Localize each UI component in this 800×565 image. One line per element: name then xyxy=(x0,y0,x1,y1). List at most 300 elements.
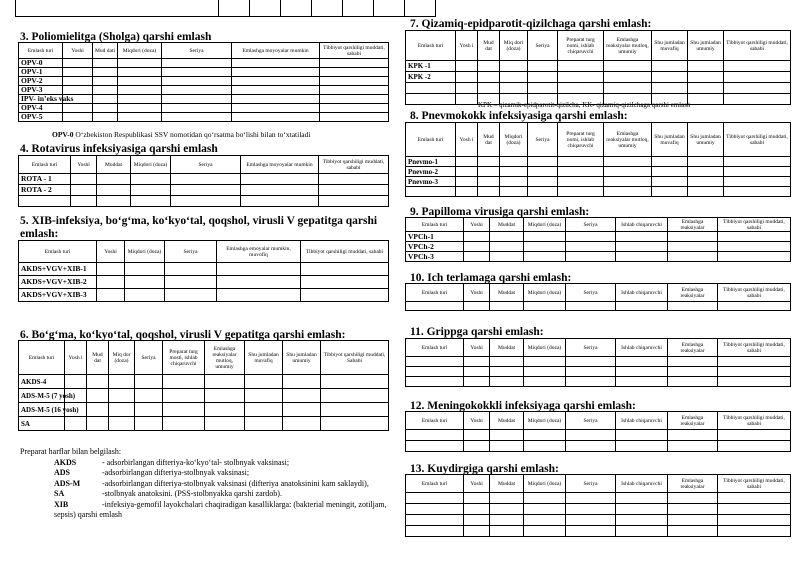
entry-cell[interactable] xyxy=(135,389,163,403)
entry-cell[interactable] xyxy=(283,403,321,417)
column-header: Shu jumladan umumiy xyxy=(283,341,321,375)
entry-cell[interactable] xyxy=(232,68,320,77)
entry-cell[interactable] xyxy=(406,357,464,367)
entry-cell[interactable] xyxy=(162,113,232,122)
entry-cell[interactable] xyxy=(125,276,165,289)
entry-cell[interactable] xyxy=(63,68,93,77)
entry-cell[interactable] xyxy=(171,196,241,207)
entry-cell[interactable] xyxy=(87,375,109,389)
entry-cell[interactable] xyxy=(109,403,135,417)
entry-cell[interactable] xyxy=(93,95,118,104)
entry-cell[interactable] xyxy=(724,94,791,105)
entry-cell[interactable] xyxy=(478,83,500,94)
entry-cell[interactable] xyxy=(109,389,135,403)
entry-cell[interactable] xyxy=(97,196,131,207)
entry-cell[interactable] xyxy=(524,441,566,452)
entry-cell[interactable] xyxy=(464,377,490,387)
entry-cell[interactable] xyxy=(558,83,604,94)
entry-cell[interactable] xyxy=(71,174,97,185)
entry-cell[interactable] xyxy=(524,242,566,252)
entry-cell[interactable] xyxy=(490,242,524,252)
entry-cell[interactable] xyxy=(87,389,109,403)
entry-cell[interactable] xyxy=(109,417,135,431)
entry-cell[interactable] xyxy=(616,504,668,515)
entry-cell[interactable] xyxy=(217,276,301,289)
entry-cell[interactable] xyxy=(165,263,217,276)
entry-cell[interactable] xyxy=(724,157,791,167)
entry-cell[interactable] xyxy=(558,61,604,72)
entry-cell[interactable] xyxy=(406,430,464,441)
entry-cell[interactable] xyxy=(319,196,389,207)
entry-cell[interactable] xyxy=(320,95,389,104)
entry-cell[interactable] xyxy=(464,232,490,242)
entry-cell[interactable] xyxy=(724,61,791,72)
entry-cell[interactable] xyxy=(688,94,724,105)
entry-cell[interactable] xyxy=(162,77,232,86)
entry-cell[interactable] xyxy=(131,196,171,207)
entry-cell[interactable] xyxy=(97,276,125,289)
entry-cell[interactable] xyxy=(604,177,652,187)
entry-cell[interactable] xyxy=(93,77,118,86)
entry-cell[interactable] xyxy=(245,375,283,389)
section-3-note: OPV-0 O‘zbekiston Respublikasi SSV nomotidan qo‘rsatma bo‘lishi bilan to‘xtatiladi xyxy=(52,130,311,139)
entry-cell[interactable] xyxy=(71,196,97,207)
entry-cell[interactable] xyxy=(464,515,490,526)
entry-cell[interactable] xyxy=(320,59,389,68)
entry-cell[interactable] xyxy=(162,95,232,104)
entry-cell[interactable] xyxy=(283,375,321,389)
entry-cell[interactable] xyxy=(668,526,718,537)
entry-cell[interactable] xyxy=(63,59,93,68)
entry-cell[interactable] xyxy=(688,177,724,187)
entry-cell[interactable] xyxy=(724,72,791,83)
entry-cell[interactable] xyxy=(456,94,478,105)
entry-cell[interactable] xyxy=(524,367,566,377)
entry-cell[interactable] xyxy=(668,515,718,526)
entry-cell[interactable] xyxy=(87,417,109,431)
entry-cell[interactable] xyxy=(245,403,283,417)
entry-cell[interactable] xyxy=(688,157,724,167)
entry-cell[interactable] xyxy=(65,417,87,431)
entry-cell[interactable] xyxy=(558,177,604,187)
entry-cell[interactable] xyxy=(616,252,668,262)
entry-cell[interactable] xyxy=(319,174,389,185)
entry-cell[interactable] xyxy=(478,61,500,72)
entry-cell[interactable] xyxy=(528,72,558,83)
entry-cell[interactable] xyxy=(163,417,205,431)
entry-cell[interactable] xyxy=(109,375,135,389)
entry-cell[interactable] xyxy=(558,72,604,83)
entry-cell[interactable] xyxy=(718,242,791,252)
entry-cell[interactable] xyxy=(232,113,320,122)
table-header-row xyxy=(19,156,389,174)
entry-cell[interactable] xyxy=(464,430,490,441)
entry-cell[interactable] xyxy=(93,113,118,122)
entry-cell[interactable] xyxy=(668,252,718,262)
entry-cell[interactable] xyxy=(205,417,245,431)
entry-cell[interactable] xyxy=(688,83,724,94)
entry-cell[interactable] xyxy=(718,504,791,515)
entry-cell[interactable] xyxy=(464,242,490,252)
entry-cell[interactable] xyxy=(500,167,528,177)
entry-cell[interactable] xyxy=(524,515,566,526)
entry-cell[interactable] xyxy=(171,185,241,196)
entry-cell[interactable] xyxy=(163,389,205,403)
entry-cell[interactable] xyxy=(524,504,566,515)
entry-cell[interactable] xyxy=(163,403,205,417)
entry-cell[interactable] xyxy=(163,375,205,389)
entry-cell[interactable] xyxy=(97,263,125,276)
entry-cell[interactable] xyxy=(718,232,791,242)
entry-cell[interactable] xyxy=(604,72,652,83)
entry-cell[interactable] xyxy=(320,68,389,77)
entry-cell[interactable] xyxy=(616,441,668,452)
entry-cell[interactable] xyxy=(241,174,319,185)
entry-cell[interactable] xyxy=(528,83,558,94)
entry-cell[interactable] xyxy=(456,177,478,187)
entry-cell[interactable] xyxy=(464,252,490,262)
entry-cell[interactable] xyxy=(478,72,500,83)
entry-cell[interactable] xyxy=(500,177,528,187)
entry-cell[interactable] xyxy=(668,367,718,377)
legend-abbr: XIB xyxy=(54,499,69,509)
entry-cell[interactable] xyxy=(97,185,131,196)
entry-cell[interactable] xyxy=(524,377,566,387)
entry-cell[interactable] xyxy=(464,302,490,311)
entry-cell[interactable] xyxy=(616,526,668,537)
entry-cell[interactable] xyxy=(616,515,668,526)
entry-cell[interactable] xyxy=(724,167,791,177)
entry-cell[interactable] xyxy=(478,177,500,187)
column-header: Emlash turi xyxy=(19,156,71,174)
entry-cell[interactable] xyxy=(724,177,791,187)
entry-cell[interactable] xyxy=(135,403,163,417)
entry-cell[interactable] xyxy=(490,232,524,242)
entry-cell[interactable] xyxy=(131,174,171,185)
entry-cell[interactable] xyxy=(652,167,688,177)
entry-cell[interactable] xyxy=(63,113,93,122)
entry-cell[interactable] xyxy=(232,59,320,68)
entry-cell[interactable] xyxy=(93,86,118,95)
table-row xyxy=(406,167,791,177)
entry-cell[interactable] xyxy=(456,61,478,72)
entry-cell[interactable] xyxy=(93,104,118,113)
entry-cell[interactable] xyxy=(724,83,791,94)
entry-cell[interactable] xyxy=(464,367,490,377)
entry-cell[interactable] xyxy=(652,177,688,187)
entry-cell[interactable] xyxy=(566,430,616,441)
entry-cell[interactable] xyxy=(319,185,389,196)
entry-cell[interactable] xyxy=(604,187,652,197)
entry-cell[interactable] xyxy=(118,59,162,68)
entry-cell[interactable] xyxy=(616,242,668,252)
column-header: Seriya xyxy=(162,43,232,59)
table-row xyxy=(406,493,791,504)
legend-abbr: AKDS xyxy=(54,457,77,467)
entry-cell[interactable] xyxy=(406,377,464,387)
entry-cell[interactable] xyxy=(524,252,566,262)
entry-cell[interactable] xyxy=(232,77,320,86)
entry-cell[interactable] xyxy=(205,389,245,403)
entry-cell[interactable] xyxy=(566,242,616,252)
entry-cell[interactable] xyxy=(406,187,456,197)
entry-cell[interactable] xyxy=(718,515,791,526)
entry-cell[interactable] xyxy=(668,430,718,441)
entry-cell[interactable] xyxy=(125,263,165,276)
entry-cell[interactable] xyxy=(456,83,478,94)
entry-cell[interactable] xyxy=(566,377,616,387)
entry-cell[interactable] xyxy=(125,289,165,302)
entry-cell[interactable] xyxy=(616,377,668,387)
entry-cell[interactable] xyxy=(321,375,389,389)
entry-cell[interactable] xyxy=(217,263,301,276)
entry-cell[interactable] xyxy=(566,515,616,526)
entry-cell[interactable] xyxy=(566,232,616,242)
entry-cell[interactable] xyxy=(528,187,558,197)
column-header: Tibbiyot qarshiligi muddati, sababi xyxy=(718,412,791,430)
entry-cell[interactable] xyxy=(558,187,604,197)
entry-cell[interactable] xyxy=(524,526,566,537)
entry-cell[interactable] xyxy=(500,157,528,167)
entry-cell[interactable] xyxy=(464,441,490,452)
entry-cell[interactable] xyxy=(87,403,109,417)
entry-cell[interactable] xyxy=(490,302,524,311)
entry-cell[interactable] xyxy=(724,187,791,197)
entry-cell[interactable] xyxy=(718,367,791,377)
entry-cell[interactable] xyxy=(283,417,321,431)
entry-cell[interactable] xyxy=(566,441,616,452)
entry-cell[interactable] xyxy=(320,104,389,113)
entry-cell[interactable] xyxy=(668,232,718,242)
entry-cell[interactable] xyxy=(604,61,652,72)
entry-cell[interactable] xyxy=(500,83,528,94)
entry-cell[interactable] xyxy=(63,77,93,86)
entry-cell[interactable] xyxy=(524,232,566,242)
entry-cell[interactable] xyxy=(490,252,524,262)
entry-cell[interactable] xyxy=(464,493,490,504)
entry-cell[interactable] xyxy=(301,263,389,276)
entry-cell[interactable] xyxy=(718,430,791,441)
entry-cell[interactable] xyxy=(528,61,558,72)
entry-cell[interactable] xyxy=(490,357,524,367)
entry-cell[interactable] xyxy=(500,61,528,72)
entry-cell[interactable] xyxy=(652,83,688,94)
entry-cell[interactable] xyxy=(524,493,566,504)
top-strip-cell xyxy=(250,0,281,17)
entry-cell[interactable] xyxy=(718,302,791,311)
table-header-row xyxy=(406,475,791,493)
entry-cell[interactable] xyxy=(616,357,668,367)
legend-text: - adsorbirlangan difteriya-ko‘kyo‘tal- stolbnyak vaksinasi; xyxy=(102,457,290,467)
entry-cell[interactable] xyxy=(668,377,718,387)
entry-cell[interactable] xyxy=(616,367,668,377)
entry-cell[interactable] xyxy=(406,302,464,311)
entry-cell[interactable] xyxy=(464,504,490,515)
entry-cell[interactable] xyxy=(456,157,478,167)
entry-cell[interactable] xyxy=(406,504,464,515)
entry-cell[interactable] xyxy=(162,68,232,77)
entry-cell[interactable] xyxy=(558,167,604,177)
entry-cell[interactable] xyxy=(490,377,524,387)
legend-abbr: SA xyxy=(54,489,65,498)
entry-cell[interactable] xyxy=(668,493,718,504)
entry-cell[interactable] xyxy=(301,276,389,289)
entry-cell[interactable] xyxy=(652,187,688,197)
entry-cell[interactable] xyxy=(718,441,791,452)
entry-cell[interactable] xyxy=(245,389,283,403)
legend-abbr: ADS-M xyxy=(54,478,81,488)
entry-cell[interactable] xyxy=(63,104,93,113)
entry-cell[interactable] xyxy=(688,61,724,72)
entry-cell[interactable] xyxy=(490,504,524,515)
entry-cell[interactable] xyxy=(406,94,456,105)
entry-cell[interactable] xyxy=(524,430,566,441)
entry-cell[interactable] xyxy=(566,302,616,311)
entry-cell[interactable] xyxy=(478,157,500,167)
entry-cell[interactable] xyxy=(566,493,616,504)
entry-cell[interactable] xyxy=(490,441,524,452)
entry-cell[interactable] xyxy=(205,403,245,417)
entry-cell[interactable] xyxy=(118,113,162,122)
entry-cell[interactable] xyxy=(688,167,724,177)
entry-cell[interactable] xyxy=(528,157,558,167)
entry-cell[interactable] xyxy=(616,493,668,504)
row-label: AKDS+VGV+XIB-2 xyxy=(19,276,97,289)
entry-cell[interactable] xyxy=(232,86,320,95)
column-header: Muddat xyxy=(490,475,524,493)
entry-cell[interactable] xyxy=(406,515,464,526)
entry-cell[interactable] xyxy=(245,417,283,431)
entry-cell[interactable] xyxy=(478,187,500,197)
entry-cell[interactable] xyxy=(456,167,478,177)
entry-cell[interactable] xyxy=(65,375,87,389)
entry-cell[interactable] xyxy=(528,177,558,187)
entry-cell[interactable] xyxy=(668,357,718,367)
entry-cell[interactable] xyxy=(217,289,301,302)
entry-cell[interactable] xyxy=(71,185,97,196)
entry-cell[interactable] xyxy=(162,86,232,95)
entry-cell[interactable] xyxy=(558,157,604,167)
column-header: Emlash turi xyxy=(406,31,456,61)
entry-cell[interactable] xyxy=(566,367,616,377)
entry-cell[interactable] xyxy=(478,167,500,177)
entry-cell[interactable] xyxy=(162,59,232,68)
entry-cell[interactable] xyxy=(566,252,616,262)
entry-cell[interactable] xyxy=(456,187,478,197)
entry-cell[interactable] xyxy=(652,72,688,83)
entry-cell[interactable] xyxy=(118,86,162,95)
entry-cell[interactable] xyxy=(19,196,71,207)
entry-cell[interactable] xyxy=(668,242,718,252)
entry-cell[interactable] xyxy=(490,515,524,526)
entry-cell[interactable] xyxy=(232,104,320,113)
entry-cell[interactable] xyxy=(118,104,162,113)
entry-cell[interactable] xyxy=(566,526,616,537)
entry-cell[interactable] xyxy=(135,417,163,431)
entry-cell[interactable] xyxy=(165,276,217,289)
entry-cell[interactable] xyxy=(165,289,217,302)
entry-cell[interactable] xyxy=(232,95,320,104)
entry-cell[interactable] xyxy=(118,77,162,86)
entry-cell[interactable] xyxy=(616,430,668,441)
entry-cell[interactable] xyxy=(406,367,464,377)
entry-cell[interactable] xyxy=(93,68,118,77)
entry-cell[interactable] xyxy=(668,302,718,311)
entry-cell[interactable] xyxy=(490,430,524,441)
entry-cell[interactable] xyxy=(500,72,528,83)
entry-cell[interactable] xyxy=(528,167,558,177)
entry-cell[interactable] xyxy=(118,68,162,77)
column-header: Miqdori (doza) xyxy=(524,284,566,302)
entry-cell[interactable] xyxy=(500,187,528,197)
entry-cell[interactable] xyxy=(321,389,389,403)
entry-cell[interactable] xyxy=(604,83,652,94)
entry-cell[interactable] xyxy=(604,167,652,177)
entry-cell[interactable] xyxy=(718,357,791,367)
entry-cell[interactable] xyxy=(524,357,566,367)
entry-cell[interactable] xyxy=(283,389,321,403)
entry-cell[interactable] xyxy=(490,367,524,377)
entry-cell[interactable] xyxy=(406,526,464,537)
entry-cell[interactable] xyxy=(652,61,688,72)
legend-item xyxy=(20,500,390,521)
entry-cell[interactable] xyxy=(490,526,524,537)
entry-cell[interactable] xyxy=(406,493,464,504)
entry-cell[interactable] xyxy=(241,196,319,207)
entry-cell[interactable] xyxy=(616,302,668,311)
entry-cell[interactable] xyxy=(406,83,456,94)
entry-cell[interactable] xyxy=(604,157,652,167)
entry-cell[interactable] xyxy=(668,504,718,515)
entry-cell[interactable] xyxy=(131,185,171,196)
entry-cell[interactable] xyxy=(135,375,163,389)
entry-cell[interactable] xyxy=(652,157,688,167)
entry-cell[interactable] xyxy=(464,357,490,367)
entry-cell[interactable] xyxy=(93,59,118,68)
entry-cell[interactable] xyxy=(97,289,125,302)
entry-cell[interactable] xyxy=(718,526,791,537)
entry-cell[interactable] xyxy=(616,232,668,242)
entry-cell[interactable] xyxy=(320,113,389,122)
entry-cell[interactable] xyxy=(205,375,245,389)
entry-cell[interactable] xyxy=(171,174,241,185)
entry-cell[interactable] xyxy=(97,174,131,185)
entry-cell[interactable] xyxy=(464,526,490,537)
entry-cell[interactable] xyxy=(490,493,524,504)
entry-cell[interactable] xyxy=(668,441,718,452)
entry-cell[interactable] xyxy=(118,95,162,104)
entry-cell[interactable] xyxy=(718,252,791,262)
entry-cell[interactable] xyxy=(566,357,616,367)
entry-cell[interactable] xyxy=(320,86,389,95)
entry-cell[interactable] xyxy=(406,441,464,452)
entry-cell[interactable] xyxy=(524,302,566,311)
entry-cell[interactable] xyxy=(241,185,319,196)
table-row xyxy=(406,526,791,537)
entry-cell[interactable] xyxy=(688,72,724,83)
entry-cell[interactable] xyxy=(321,417,389,431)
entry-cell[interactable] xyxy=(320,77,389,86)
entry-cell[interactable] xyxy=(321,403,389,417)
entry-cell[interactable] xyxy=(718,377,791,387)
entry-cell[interactable] xyxy=(566,504,616,515)
table-row xyxy=(406,252,791,262)
entry-cell[interactable] xyxy=(688,187,724,197)
entry-cell[interactable] xyxy=(301,289,389,302)
entry-cell[interactable] xyxy=(718,493,791,504)
entry-cell[interactable] xyxy=(456,72,478,83)
entry-cell[interactable] xyxy=(162,104,232,113)
